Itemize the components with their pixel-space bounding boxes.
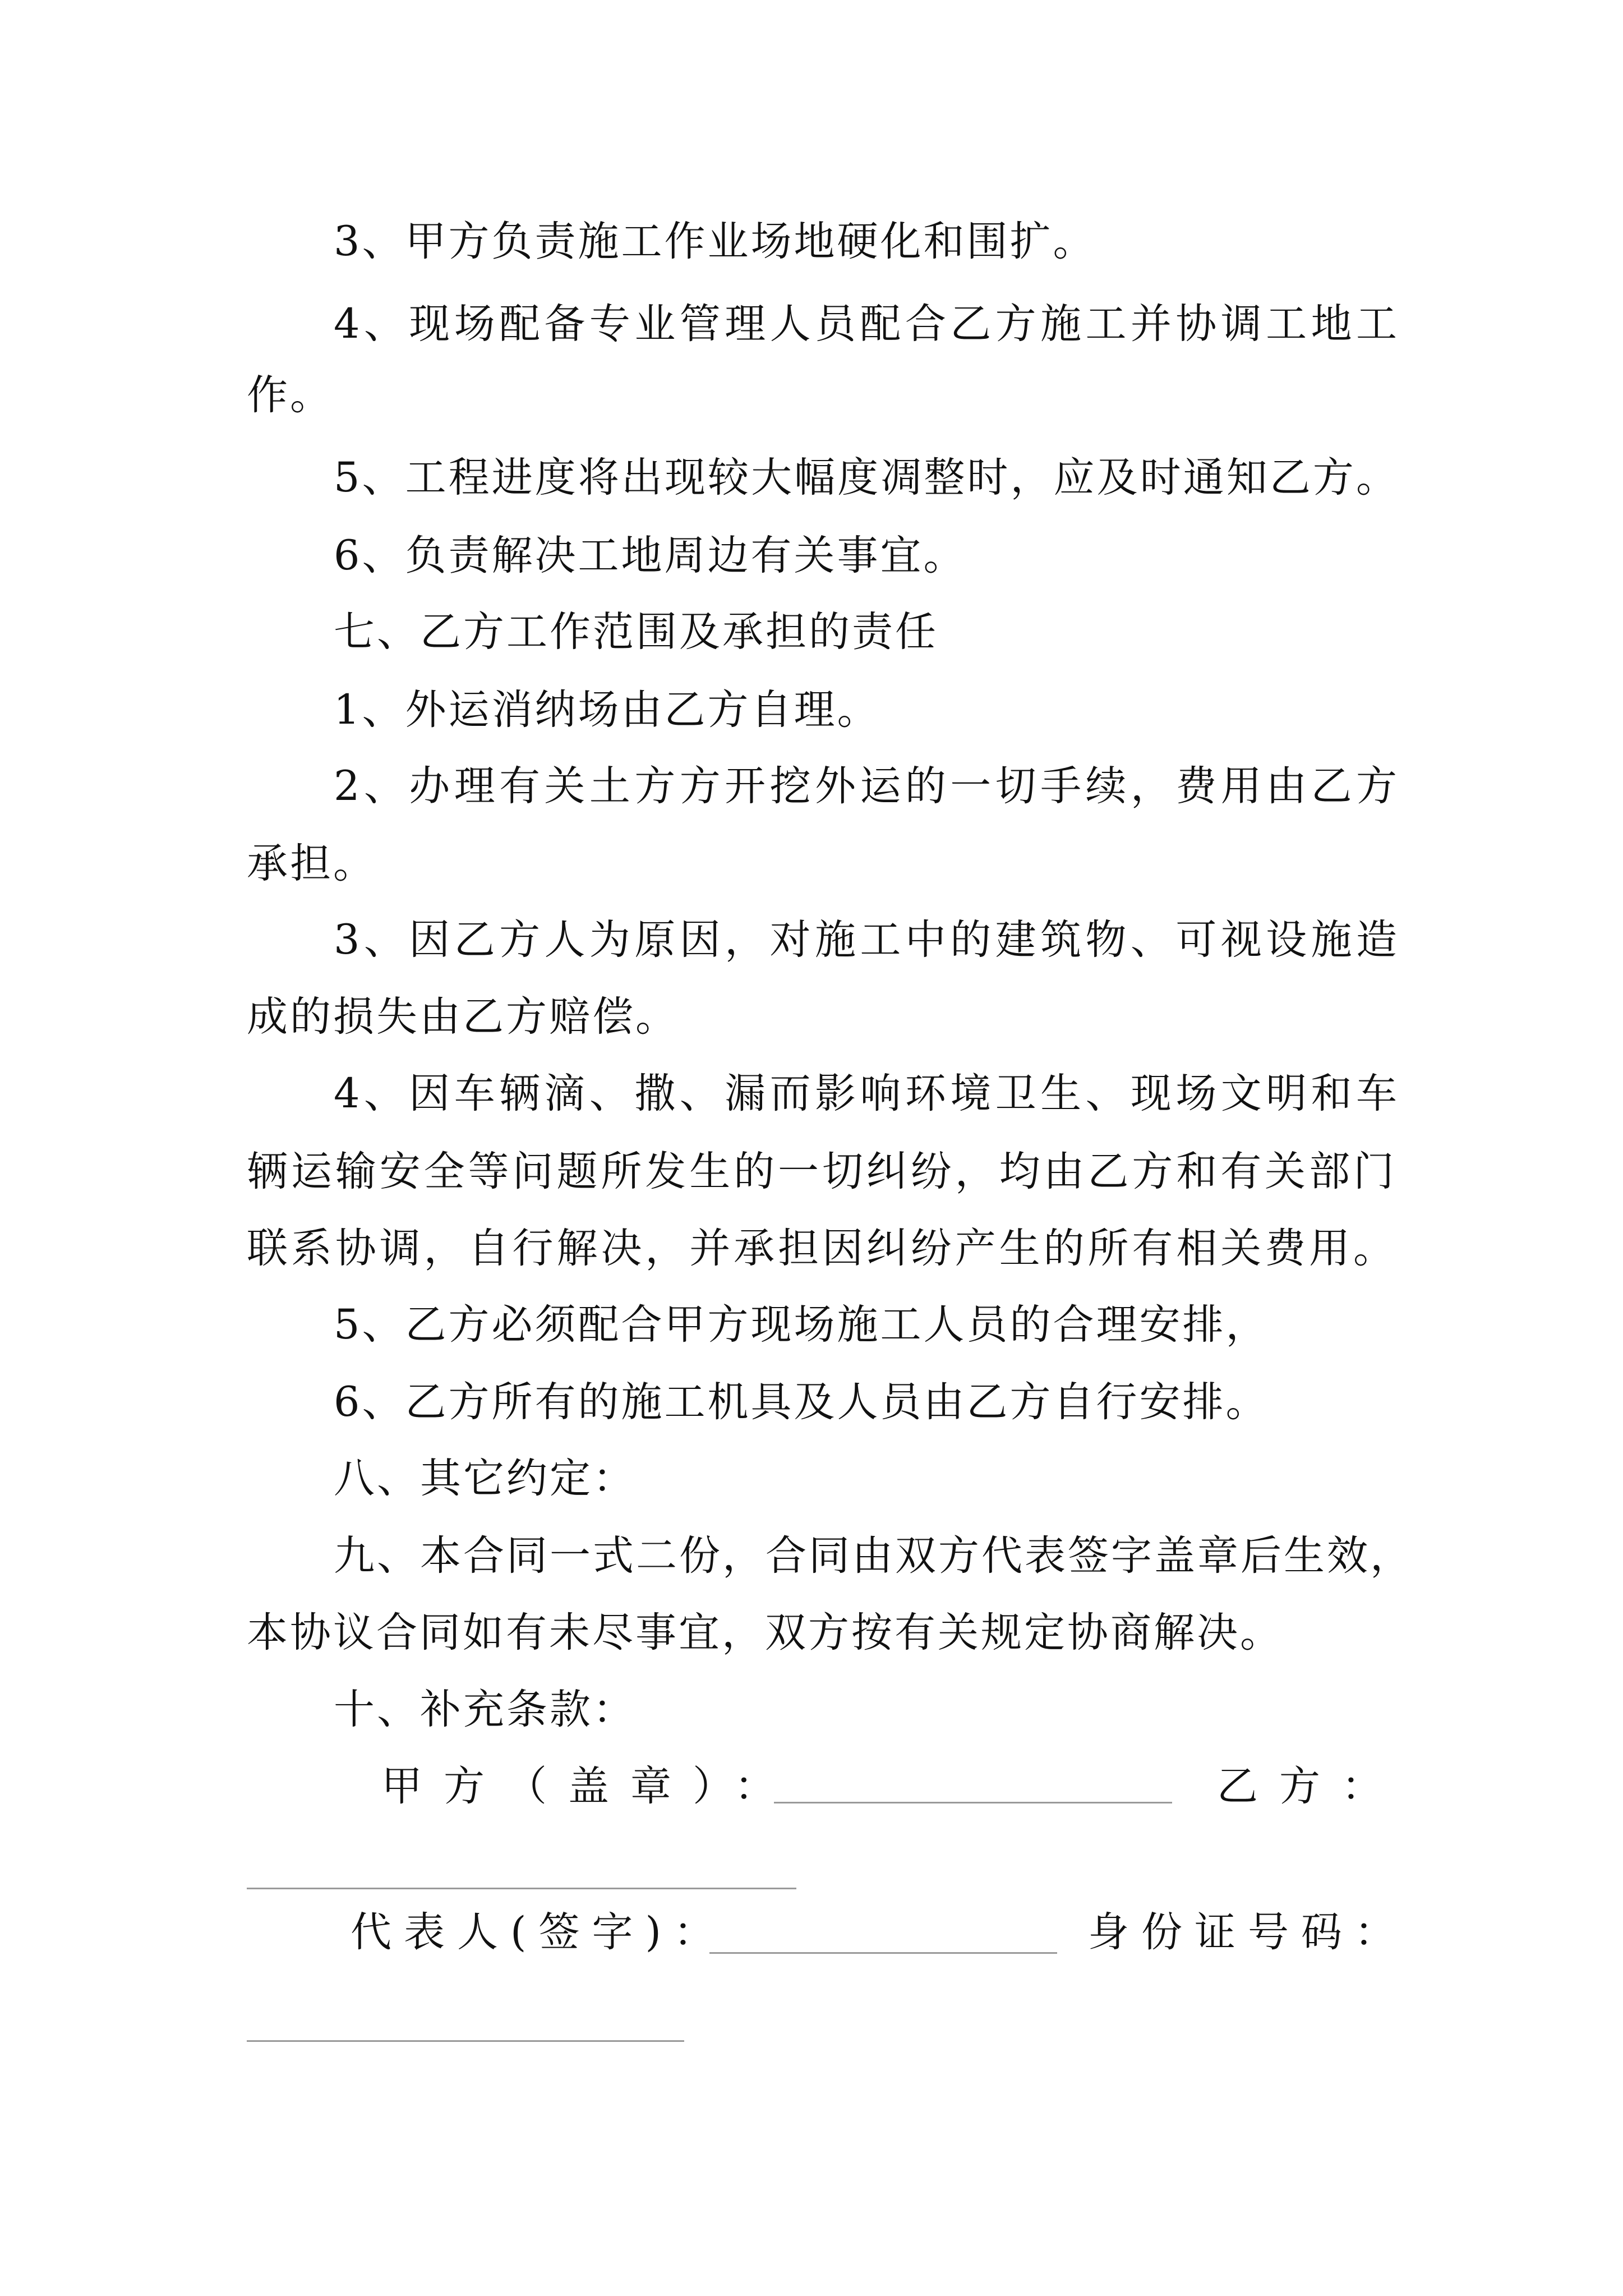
clause-text: 2、办理有关土方方开挖外运的一切手续，费用由乙方: [334, 762, 1399, 810]
clause-text: 本协议合同如有未尽事宜，双方按有关规定协商解决。: [247, 1609, 1283, 1657]
clause-text: 辆运输安全等问题所发生的一切纠纷，均由乙方和有关部门: [247, 1148, 1396, 1195]
clause-text: 作。: [247, 371, 333, 419]
representative-label: 代表人(签字)：: [351, 1908, 727, 1956]
clause-text: 4、现场配备专业管理人员配合乙方施工并协调工地工: [334, 300, 1399, 348]
party-b-label: 乙方：: [1217, 1763, 1404, 1810]
section-heading: 十、补充条款：: [334, 1686, 636, 1733]
party-b-line[interactable]: [247, 1888, 796, 1889]
clause-text: 联系协调，自行解决，并承担因纠纷产生的所有相关费用。: [247, 1225, 1396, 1272]
party-a-seal-label: 甲方（盖章）：: [381, 1763, 797, 1810]
clause-text: 6、乙方所有的施工机具及人员由乙方自行安排。: [334, 1378, 1269, 1426]
section-heading: 八、其它约定：: [334, 1455, 636, 1502]
clause-text: 5、工程进度将出现较大幅度凋整时，应及时通知乙方。: [334, 454, 1399, 501]
id-number-label: 身份证号码：: [1088, 1908, 1408, 1956]
clause-text: 承担。: [247, 840, 376, 887]
clause-text: 5、乙方必须配合甲方现场施工人员的合理安排，: [334, 1301, 1269, 1349]
clause-text: 6、负责解决工地周边有关事宜。: [334, 532, 967, 579]
clause-text: 3、甲方负责施工作业场地硬化和围扩。: [334, 218, 1096, 265]
representative-signature-line[interactable]: [709, 1952, 1057, 1954]
party-a-seal-line[interactable]: [774, 1802, 1172, 1803]
clause-text: 4、因车辆滴、撒、漏而影响环境卫生、现场文明和车: [334, 1070, 1399, 1117]
clause-text: 成的损失由乙方赔偿。: [247, 993, 679, 1041]
clause-text: 九、本合同一式二份，合同由双方代表签字盖章后生效，: [334, 1532, 1413, 1580]
id-number-line[interactable]: [247, 2040, 684, 2042]
clause-text: 1、外运消纳场由乙方自理。: [334, 686, 880, 734]
clause-text: 3、因乙方人为原因，对施工中的建筑物、可视设施造: [334, 916, 1399, 964]
section-heading: 七、乙方工作范围及承担的责任: [334, 608, 938, 656]
